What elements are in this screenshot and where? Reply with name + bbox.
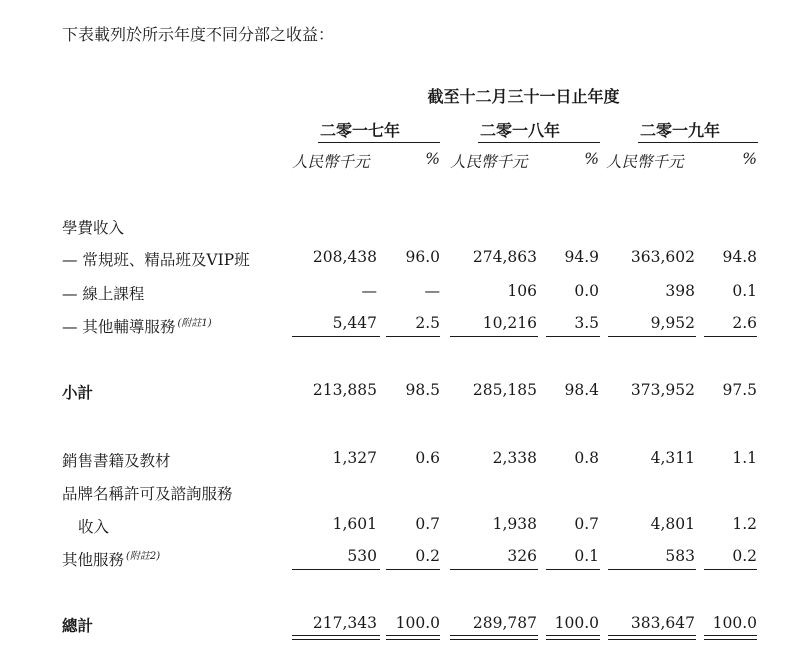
pct-2017: % xyxy=(425,150,440,168)
double-rule-2017-pct-b xyxy=(386,639,440,640)
cell-2019-pct: 0.2 xyxy=(732,547,757,565)
double-rule-2019-amount-b xyxy=(608,639,696,640)
row-books-label: 銷售書籍及教材 xyxy=(62,452,171,470)
intro-text: 下表載列於所示年度不同分部之收益： xyxy=(62,25,335,44)
cell-2017-pct: 0.2 xyxy=(415,547,440,565)
cell-2019-pct: 2.6 xyxy=(732,314,757,332)
row-brand-label-line1: 品牌名稱許可及諮詢服務 xyxy=(62,485,233,503)
rule-2018-amount xyxy=(450,569,538,570)
cell-2018-amount: 106 xyxy=(507,282,537,300)
cell-2019-amount: 373,952 xyxy=(630,381,695,399)
cell-2019-pct: 100.0 xyxy=(712,614,757,632)
cell-2017-amount: 1,601 xyxy=(332,515,377,533)
cell-2019-amount: 9,952 xyxy=(650,314,695,332)
double-rule-2018-amount-b xyxy=(450,639,538,640)
cell-2019-pct: 0.1 xyxy=(732,282,757,300)
row-other-tutoring-label xyxy=(62,314,212,337)
cell-2019-amount: 4,801 xyxy=(650,515,695,533)
row-other-services-label xyxy=(62,547,160,570)
cell-2018-pct: 0.0 xyxy=(574,282,599,300)
unit-2018: 人民幣千元 xyxy=(450,153,528,171)
year-2017: 二零一七年 xyxy=(319,121,400,140)
rule-2019-amount xyxy=(608,336,696,337)
year-underline-2018 xyxy=(478,142,600,143)
year-underline-2017 xyxy=(318,142,440,143)
cell-2019-pct: 1.2 xyxy=(732,515,757,533)
cell-2017-amount: 1,327 xyxy=(332,449,377,467)
cell-2018-amount: 326 xyxy=(507,547,537,565)
cell-2018-pct: 3.5 xyxy=(574,314,599,332)
double-rule-2019-pct-a xyxy=(704,635,757,636)
cell-2018-pct: 98.4 xyxy=(564,381,599,399)
rule-2019-amount xyxy=(608,569,696,570)
cell-2018-amount: 285,185 xyxy=(472,381,537,399)
label-text: 其他服務 xyxy=(62,551,125,570)
double-rule-2018-amount-a xyxy=(450,635,538,636)
unit-2019: 人民幣千元 xyxy=(606,153,684,171)
cell-2019-amount: 363,602 xyxy=(630,248,695,266)
pct-2018: % xyxy=(584,150,599,168)
cell-2018-amount: 274,863 xyxy=(472,248,537,266)
cell-2017-amount: — xyxy=(361,282,377,300)
cell-2017-pct: 2.5 xyxy=(415,314,440,332)
row-brand-label-line2: 收入 xyxy=(78,518,110,536)
rule-2017-pct xyxy=(386,569,440,570)
rule-2017-pct xyxy=(386,336,440,337)
cell-2017-pct: 0.6 xyxy=(415,449,440,467)
label-text: — 其他輔導服務 xyxy=(62,318,176,337)
double-rule-2017-amount-b xyxy=(292,639,380,640)
cell-2018-amount: 10,216 xyxy=(482,314,537,332)
rule-2017-amount xyxy=(292,569,380,570)
cell-2018-pct: 0.1 xyxy=(574,547,599,565)
cell-2018-amount: 2,338 xyxy=(492,449,537,467)
rule-2017-amount xyxy=(292,336,380,337)
cell-2017-amount: 530 xyxy=(347,547,377,565)
footnote-ref-2: (附註2) xyxy=(126,551,161,562)
cell-2018-amount: 289,787 xyxy=(472,614,537,632)
cell-2019-amount: 383,647 xyxy=(630,614,695,632)
double-rule-2018-pct-b xyxy=(546,639,600,640)
cell-2017-pct: 0.7 xyxy=(415,515,440,533)
cell-2017-pct: — xyxy=(424,282,440,300)
year-2018: 二零一八年 xyxy=(479,121,560,140)
cell-2019-amount: 398 xyxy=(665,282,695,300)
cell-2019-pct: 94.8 xyxy=(722,248,757,266)
rule-2018-amount xyxy=(450,336,538,337)
cell-2019-amount: 4,311 xyxy=(650,449,695,467)
rule-2018-pct xyxy=(546,569,600,570)
cell-2019-pct: 1.1 xyxy=(732,449,757,467)
row-total-label: 總計 xyxy=(62,616,94,635)
pct-2019: % xyxy=(742,150,757,168)
cell-2017-pct: 96.0 xyxy=(405,248,440,266)
cell-2018-pct: 100.0 xyxy=(554,614,599,632)
row-subtotal-label: 小計 xyxy=(62,383,94,402)
unit-2017: 人民幣千元 xyxy=(292,153,370,171)
period-heading: 截至十二月三十一日止年度 xyxy=(427,87,620,106)
row-online-label: — 線上課程 xyxy=(62,285,145,303)
cell-2018-pct: 0.7 xyxy=(574,515,599,533)
rule-2018-pct xyxy=(546,336,600,337)
row-regular-label: — 常規班、精品班及VIP班 xyxy=(62,251,250,269)
cell-2018-amount: 1,938 xyxy=(492,515,537,533)
double-rule-2019-pct-b xyxy=(704,639,757,640)
cell-2017-pct: 98.5 xyxy=(405,381,440,399)
cell-2018-pct: 94.9 xyxy=(564,248,599,266)
cell-2018-pct: 0.8 xyxy=(574,449,599,467)
double-rule-2019-amount-a xyxy=(608,635,696,636)
rule-2019-pct xyxy=(704,336,757,337)
year-underline-2019 xyxy=(638,142,758,143)
tuition-heading: 學費收入 xyxy=(62,219,125,237)
cell-2017-amount: 213,885 xyxy=(312,381,377,399)
footnote-ref-1: (附註1) xyxy=(177,318,212,329)
cell-2019-pct: 97.5 xyxy=(722,381,757,399)
cell-2019-amount: 583 xyxy=(665,547,695,565)
year-2019: 二零一九年 xyxy=(639,121,720,140)
rule-2019-pct xyxy=(704,569,757,570)
cell-2017-amount: 217,343 xyxy=(312,614,377,632)
cell-2017-amount: 5,447 xyxy=(332,314,377,332)
double-rule-2017-amount-a xyxy=(292,635,380,636)
cell-2017-pct: 100.0 xyxy=(395,614,440,632)
double-rule-2018-pct-a xyxy=(546,635,600,636)
double-rule-2017-pct-a xyxy=(386,635,440,636)
cell-2017-amount: 208,438 xyxy=(312,248,377,266)
